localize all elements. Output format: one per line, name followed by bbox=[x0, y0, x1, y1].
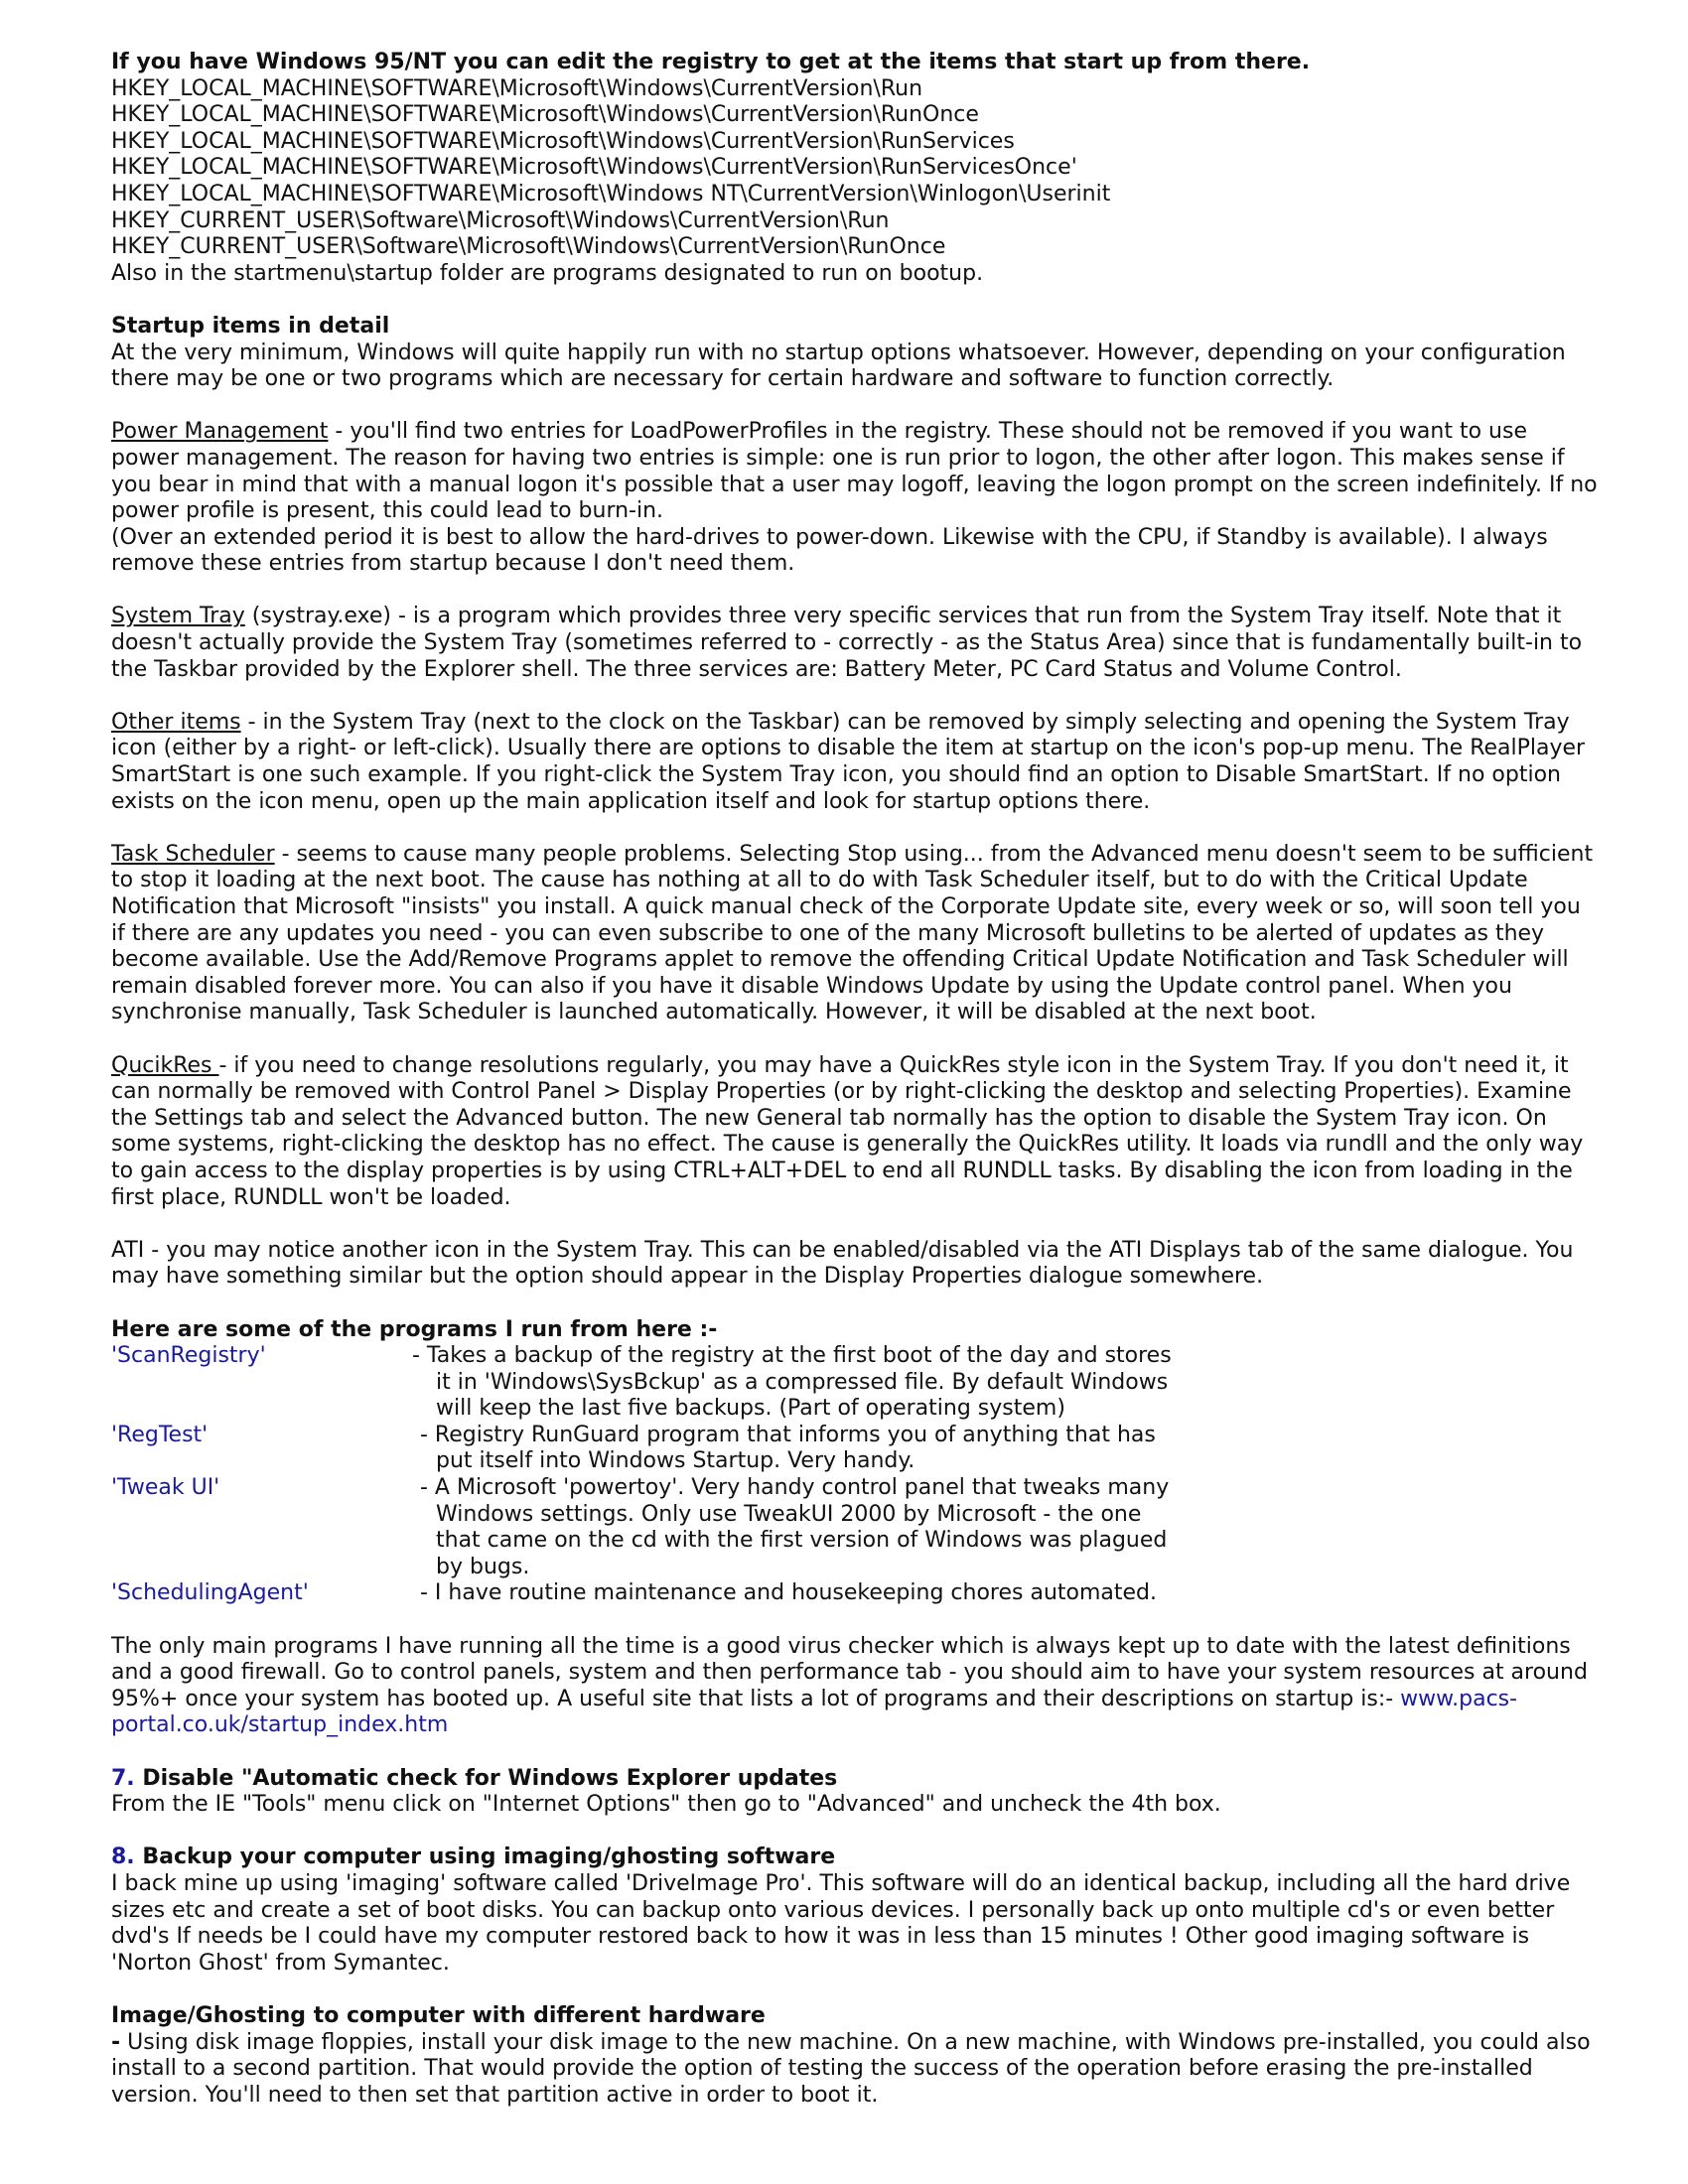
startup-index-link[interactable]: www.pacs-portal.co.uk/startup_index.htm bbox=[111, 1686, 1518, 1738]
registry-key: HKEY_LOCAL_MACHINE\SOFTWARE\Microsoft\Windows\CurrentVersion\Run bbox=[111, 75, 923, 101]
power-management-note: (Over an extended period it is best to allow the hard-drives to power-down. Likewise with the CPU, if Standby is available). I always remove these entries from startup because I don't need them. bbox=[111, 524, 1548, 577]
quickres-section bbox=[111, 1053, 1601, 1212]
main-programs-paragraph bbox=[111, 1634, 1601, 1739]
document-page bbox=[111, 50, 1601, 2135]
program-description bbox=[404, 1343, 1203, 1423]
program-description-line: - I have routine maintenance and housekeeping chores automated. bbox=[420, 1580, 1158, 1606]
item-7-section bbox=[111, 1766, 1601, 1819]
power-management-section bbox=[111, 419, 1601, 578]
other-items-title: Other items bbox=[111, 709, 241, 735]
system-tray-paragraph bbox=[111, 604, 1601, 683]
program-name: 'ScanRegistry' bbox=[111, 1343, 266, 1369]
program-description-line: will keep the last five backups. (Part of operating system) bbox=[436, 1396, 1065, 1422]
program-description-line: by bugs. bbox=[436, 1554, 530, 1579]
program-name: 'RegTest' bbox=[111, 1422, 209, 1447]
task-scheduler-title: Task Scheduler bbox=[111, 841, 275, 867]
item-8-text: I back mine up using 'imaging' software called 'DriveImage Pro'. This software will do an identical backup, including all the hard drive sizes etc and create a set of boot disks. You can backup onto various devices. I personally back up onto multiple cd's or even better dvd's If needs be I could have my computer restored back to how it was in less than 15 minutes ! Other good imaging software is 'Norton Ghost' from Symantec. bbox=[111, 1870, 1571, 1976]
quickres-title: QucikRes bbox=[111, 1052, 219, 1078]
item-8-number: 8. bbox=[111, 1844, 135, 1870]
power-management-paragraph bbox=[111, 419, 1601, 524]
programs-heading: Here are some of the programs I run from here :- bbox=[111, 1316, 718, 1342]
program-row bbox=[111, 1343, 1203, 1423]
registry-key: HKEY_CURRENT_USER\Software\Microsoft\Windows\CurrentVersion\RunOnce bbox=[111, 234, 946, 260]
imaging-text: Using disk image floppies, install your disk image to the new machine. On a new machine, with Windows pre-installed, you could also install to a second partition. That would provide the option of testing the success of the operation before erasing the pre-installed version. You'll need to then set that partition active in order to boot it. bbox=[111, 2029, 1591, 2108]
program-row bbox=[111, 1475, 1203, 1580]
imaging-dash: - bbox=[111, 2029, 121, 2055]
system-tray-title: System Tray bbox=[111, 604, 245, 629]
program-description-line: - A Microsoft 'powertoy'. Very handy control panel that tweaks many bbox=[420, 1475, 1170, 1501]
program-description-line: it in 'Windows\SysBckup' as a compressed file. By default Windows bbox=[436, 1369, 1169, 1395]
item-8-heading bbox=[111, 1844, 1601, 1871]
registry-key: HKEY_LOCAL_MACHINE\SOFTWARE\Microsoft\Windows\CurrentVersion\RunServicesOnce' bbox=[111, 155, 1077, 181]
power-management-text: - you'll find two entries for LoadPowerProfiles in the registry. These should not be removed if you want to use power management. The reason for having two entries is simple: one is run prior to logon, the other after logon. This makes sense if you bear in mind that with a manual logon it's possible that a user may logoff, leaving the logon prompt on the screen indefinitely. If no power profile is present, this could lead to burn-in. bbox=[111, 419, 1598, 524]
other-items-section bbox=[111, 710, 1601, 815]
item-7-title: Disable "Automatic check for Windows Explorer updates bbox=[134, 1765, 838, 1791]
program-description-line: Windows settings. Only use TweakUI 2000 by Microsoft - the one bbox=[436, 1501, 1142, 1527]
program-description-line: that came on the cd with the first version of Windows was plagued bbox=[436, 1528, 1168, 1554]
other-items-text: - in the System Tray (next to the clock on the Taskbar) can be removed by simply selecting and opening the System Tray icon (either by a right- or left-click). Usually there are options to disable the item at startup on the icon's pop-up menu. The RealPlayer SmartStart is one such example. If you right-click the System Tray icon, you should find an option to Disable SmartStart. If no option exists on the icon menu, open up the main application itself and look for startup options there. bbox=[111, 709, 1586, 814]
registry-key: HKEY_CURRENT_USER\Software\Microsoft\Windows\CurrentVersion\Run bbox=[111, 207, 890, 233]
startup-detail-heading: Startup items in detail bbox=[111, 313, 390, 339]
item-8-title: Backup your computer using imaging/ghosting software bbox=[134, 1844, 836, 1870]
imaging-paragraph bbox=[111, 2030, 1601, 2110]
item-7-heading bbox=[111, 1766, 1601, 1793]
startup-detail-section bbox=[111, 314, 1601, 393]
registry-section bbox=[111, 50, 1601, 287]
program-description-line: - Takes a backup of the registry at the first boot of the day and stores bbox=[412, 1343, 1172, 1369]
ati-section bbox=[111, 1238, 1601, 1291]
item-7-number: 7. bbox=[111, 1765, 135, 1791]
other-items-paragraph bbox=[111, 710, 1601, 815]
program-description-line: - Registry RunGuard program that informs you of anything that has bbox=[420, 1422, 1156, 1447]
program-row bbox=[111, 1423, 1203, 1475]
system-tray-text: (systray.exe) - is a program which provides three very specific services that run from the System Tray itself. Note that it doesn't actually provide the System Tray (sometimes referred to - correctly - as the Status Area) since that is fundamentally built-in to the Taskbar provided by the Explorer shell. The three services are: Battery Meter, PC Card Status and Volume Control. bbox=[111, 604, 1583, 682]
registry-key: HKEY_LOCAL_MACHINE\SOFTWARE\Microsoft\Windows NT\CurrentVersion\Winlogon\Userinit bbox=[111, 181, 1111, 206]
task-scheduler-paragraph bbox=[111, 842, 1601, 1026]
program-description-line: put itself into Windows Startup. Very handy. bbox=[436, 1448, 915, 1474]
program-description bbox=[404, 1475, 1203, 1580]
registry-key: HKEY_LOCAL_MACHINE\SOFTWARE\Microsoft\Windows\CurrentVersion\RunOnce bbox=[111, 102, 979, 128]
imaging-heading: Image/Ghosting to computer with different hardware bbox=[111, 2002, 766, 2028]
ati-paragraph: ATI - you may notice another icon in the System Tray. This can be enabled/disabled via the ATI Displays tab of the same dialogue. You may have something similar but the option should appear in the Display Properties dialogue somewhere. bbox=[111, 1237, 1574, 1290]
main-programs-section bbox=[111, 1634, 1601, 1739]
program-row bbox=[111, 1580, 1203, 1607]
program-description bbox=[404, 1423, 1203, 1475]
program-name: 'Tweak UI' bbox=[111, 1475, 220, 1501]
registry-key: HKEY_LOCAL_MACHINE\SOFTWARE\Microsoft\Windows\CurrentVersion\RunServices bbox=[111, 128, 1015, 154]
system-tray-section bbox=[111, 604, 1601, 683]
startup-detail-text: At the very minimum, Windows will quite happily run with no startup options whatsoever. However, depending on your configuration there may be one or two programs which are necessary for certain hardware and software to function correctly. bbox=[111, 340, 1566, 392]
program-description bbox=[404, 1580, 1203, 1607]
item-7-text: From the IE "Tools" menu click on "Internet Options" then go to "Advanced" and uncheck the 4th box. bbox=[111, 1792, 1221, 1818]
item-8-section bbox=[111, 1844, 1601, 1977]
programs-section bbox=[111, 1317, 1601, 1608]
imaging-section bbox=[111, 2003, 1601, 2109]
programs-list bbox=[111, 1343, 1203, 1607]
power-management-title: Power Management bbox=[111, 419, 329, 445]
program-name: 'SchedulingAgent' bbox=[111, 1580, 309, 1606]
quickres-text: - if you need to change resolutions regularly, you may have a QuickRes style icon in the System Tray. If you don't need it, it can normally be removed with Control Panel > Display Properties (or by right-clicking the desktop and selecting Properties). Examine the Settings tab and select the Advanced button. The new General tab normally has the option to disable the System Tray icon. On some systems, right-clicking the desktop has no effect. The cause is generally the QuickRes utility. It loads via rundll and the only way to gain access to the display properties is by using CTRL+ALT+DEL to end all RUNDLL tasks. By disabling the icon from loading in the first place, RUNDLL won't be loaded. bbox=[111, 1052, 1584, 1210]
task-scheduler-text: - seems to cause many people problems. Selecting Stop using... from the Advanced menu doesn't seem to be sufficient to stop it loading at the next boot. The cause has nothing at all to do with Task Scheduler itself, but to do with the Critical Update Notification that Microsoft "insists" you install. A quick manual check of the Corporate Update site, every week or so, will soon tell you if there are any updates you need - you can even subscribe to one of the many Microsoft bulletins to be alerted of updates as they become available. Use the Add/Remove Programs applet to remove the offending Critical Update Notification and Task Scheduler will remain disabled forever more. You can also if you have it disable Windows Update by using the Update control panel. When you synchronise manually, Task Scheduler is launched automatically. However, it will be disabled at the next boot. bbox=[111, 841, 1594, 1025]
registry-heading: If you have Windows 95/NT you can edit the registry to get at the items that start up from there. bbox=[111, 50, 1311, 74]
registry-footer: Also in the startmenu\startup folder are programs designated to run on bootup. bbox=[111, 260, 984, 286]
main-programs-text: The only main programs I have running all the time is a good virus checker which is always kept up to date with the latest definitions and a good firewall. Go to control panels, system and then performance tab - you should aim to have your system resources at around 95%+ once your system has booted up. A useful site that lists a lot of programs and their descriptions on startup is:- bbox=[111, 1633, 1588, 1711]
quickres-paragraph bbox=[111, 1053, 1601, 1212]
task-scheduler-section bbox=[111, 842, 1601, 1026]
